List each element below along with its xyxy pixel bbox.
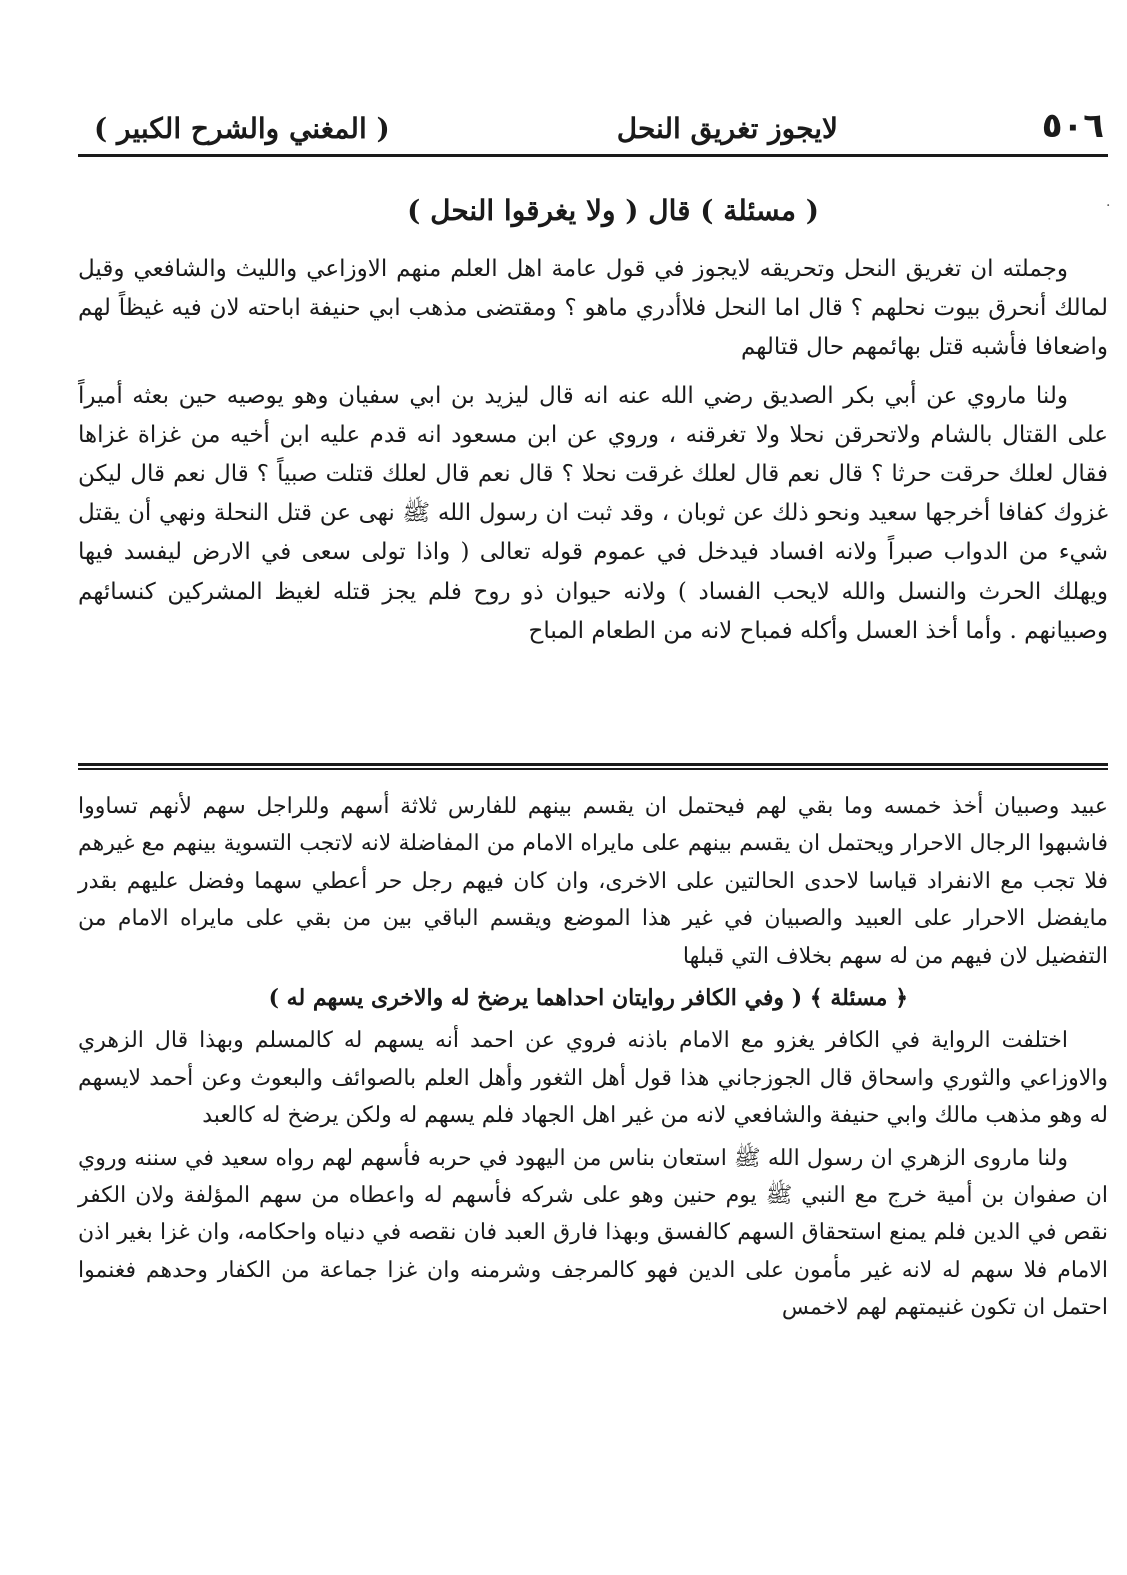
- main-text: [78, 250, 1108, 660]
- chapter-title: لايجوز تغريق النحل: [616, 112, 838, 145]
- commentary-paragraph: اختلفت الرواية في الكافر يغزو مع الامام باذنه فروي عن احمد أنه يسهم له كالمسلم وبهذا قال الزهري والاوزاعي والثوري واسحاق قال الجوزجاني هذا قول أهل الثغور وأهل العلم بالصوائف والبعوث وعن أحمد لايسهم له وهو مذهب مالك وابي حنيفة والشافعي لانه من غير اهل الجهاد فلم يسهم له ولكن يرضخ له كالعبد: [78, 1028, 1108, 1129]
- header-rule: [78, 154, 1108, 157]
- main-paragraph: وجملته ان تغريق النحل وتحريقه لايجوز في قول عامة اهل العلم منهم الاوزاعي والليث والشافعي وقيل لمالك أنحرق بيوت نحلهم ؟ قال اما النحل فلاأدري ماهو ؟ ومقتضى مذهب ابي حنيفة اباحته لان فيه غيظاً لهم واضعافا فأشبه قتل بهائمهم حال قتالهم: [78, 256, 1108, 361]
- commentary-paragraph: عبيد وصبيان أخذ خمسه وما بقي لهم فيحتمل ان يقسم بينهم للفارس ثلاثة أسهم وللراجل سهم لأنهم تساووا فاشبهوا الرجال الاحرار ويحتمل ان يقسم بينهم على مايراه الامام من المفاضلة لانه لاتجب التسوية بينهم مع غيرهم فلا تجب مع الانفراد قياسا لاحدى الحالتين على الاخرى، وان كان فيهم رجل حر أعطي سهما وفضل عليهم بقدر مايفضل الاحرار على العبيد والصبيان في غير هذا الموضع ويقسم الباقي بين من بقي على مايراه الامام من التفضيل لان فيهم من له سهم بخلاف التي قبلها: [78, 794, 1108, 969]
- commentary-sub-title: ﴿ مسئلة ﴾ ( وفي الكافر روايتان احداهما يرضخ له والاخرى يسهم له ): [268, 985, 908, 1012]
- section-title: ( مسئلة ) قال ( ولا يغرقوا النحل ): [407, 194, 819, 227]
- main-paragraph: ولنا ماروي عن أبي بكر الصديق رضي الله عنه انه قال ليزيد بن ابي سفيان وهو يوصيه حين بعثه أميراً على القتال بالشام ولاتحرقن نحلا ولا تغرقنه ، وروي عن ابن مسعود انه قدم عليه ابن أخيه من غزاة غزاها فقال لعلك حرقت حرثا ؟ قال نعم قال لعلك غرقت نحلا ؟ قال نعم قال لعلك قتلت صبياً ؟ قال نعم قال ليكن غزوك كفافا أخرجها سعيد ونحو ذلك عن ثوبان ، وقد ثبت ان رسول الله ﷺ نهى عن قتل النحلة ونهي أن يقتل شيء من الدواب صبراً ولانه افساد فيدخل في عموم قوله تعالى ( واذا تولى سعى في الارض ليفسد فيها ويهلك الحرث والنسل والله لايحب الفساد ) ولانه حيوان ذو روح فلم يجز قتله لغيظ المشركين كنسائهم وصبيانهم . وأما أخذ العسل وأكله فمباح لانه من الطعام المباح: [78, 382, 1108, 644]
- page-number: ٥٠٦: [1041, 106, 1104, 146]
- margin-mark: ·: [1106, 198, 1111, 214]
- book-title: ( المغني والشرح الكبير ): [94, 112, 390, 145]
- section-divider: [78, 763, 1108, 770]
- commentary-text: [78, 788, 1108, 1332]
- page-header: [78, 104, 1108, 152]
- commentary-paragraph: ولنا ماروى الزهري ان رسول الله ﷺ استعان بناس من اليهود في حربه فأسهم لهم رواه سعيد في سننه وروي ان صفوان بن أمية خرج مع النبي ﷺ يوم حنين وهو على شركه فأسهم له واعطاه من سهم المؤلفة ولان الكفر نقص في الدين فلم يمنع استحقاق السهم كالفسق وبهذا فارق العبد فان نقصه في دنياه واحكامه، وان غزا بغير اذن الامام فلا سهم له لانه غير مأمون على الدين فهو كالمرجف وشرمنه وان غزا جماعة من الكفار وحدهم فغنموا احتمل ان تكون غنيمتهم لهم لاخمس: [78, 1145, 1108, 1321]
